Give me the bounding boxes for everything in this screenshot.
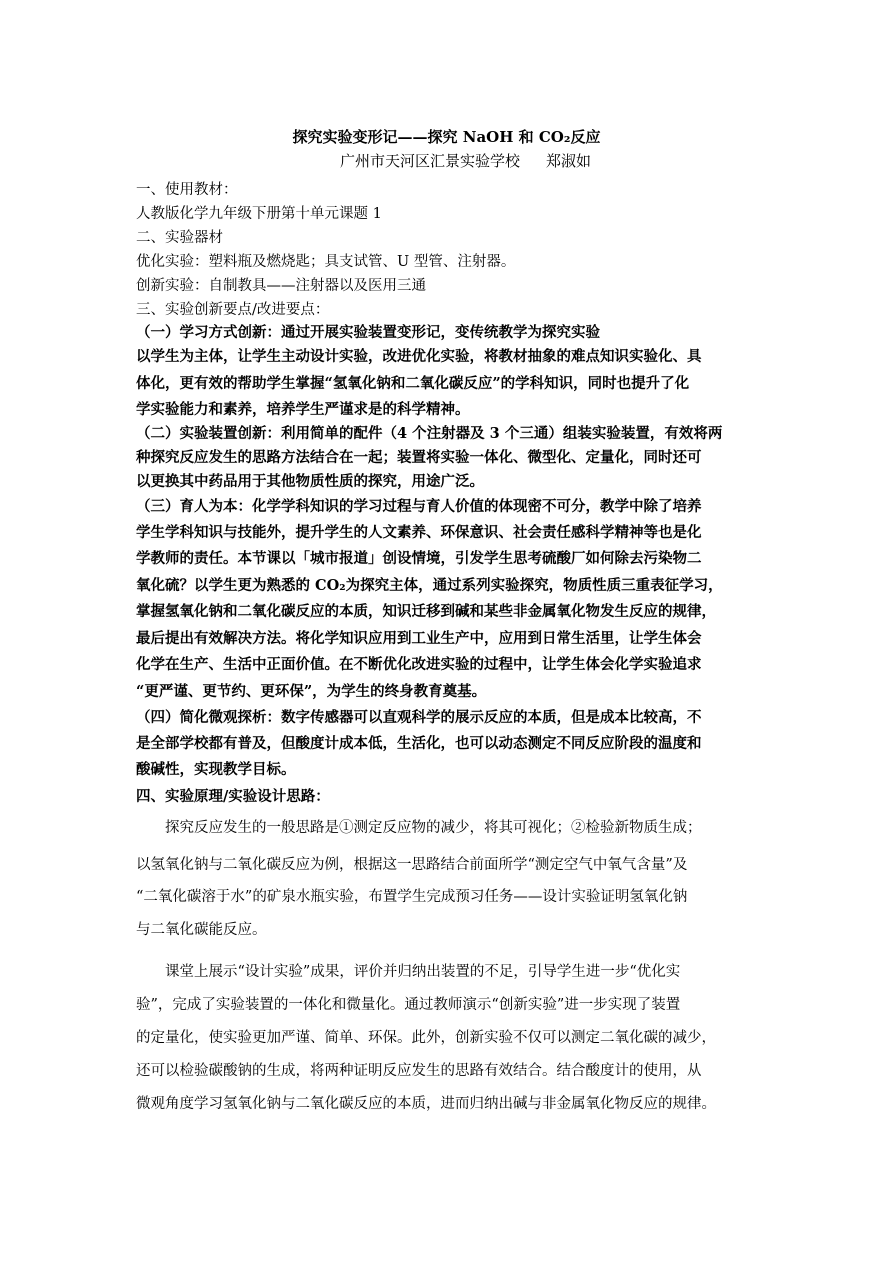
paragraph-line: （三）育人为本：化学学科知识的学习过程与育人价值的体现密不可分，教学中除了培养 [136,498,702,515]
paragraph-line: 优化实验：塑料瓶及燃烧匙；具支试管、U 型管、注射器。 [136,254,516,270]
author-name: 郑淑如 [546,152,592,170]
paragraph-line: 种探究反应发生的思路方法结合在一起；装置将实验一体化、微型化、定量化，同时还可 [136,449,702,466]
paragraph-line: （一）学习方式创新：通过开展实验装置变形记，变传统教学为探究实验 [136,324,600,341]
document-title: 探究实验变形记——探究 NaOH 和 CO₂反应 [292,128,601,146]
paragraph-line: 以更换其中药品用于其他物质性质的探究，用途广泛。 [136,473,484,490]
section-heading-innovation: 三、实验创新要点/改进要点： [136,302,330,318]
paragraph-line: 氧化硫？以学生更为熟悉的 CO₂为探究主体，通过系列实验探究，物质性质三重表征学习， [136,577,723,594]
paragraph-line: 学生学科知识与技能外，提升学生的人文素养、环保意识、社会责任感科学精神等也是化 [136,524,702,541]
paragraph-line: 体化，更有效的帮助学生掌握“氢氧化钠和二氧化碳反应”的学科知识，同时也提升了化 [136,375,690,392]
paragraph-line: 化学在生产、生活中正面价值。在不断优化改进实验的过程中，让学生体会化学实验追求 [136,656,702,673]
paragraph-line: 是全部学校都有普及，但酸度计成本低，生活化，也可以动态测定不同反应阶段的温度和 [136,735,702,752]
school-name: 广州市天河区汇景实验学校 [340,152,521,170]
section-heading-equipment: 二、实验器材 [136,230,223,246]
paragraph-line: 以学生为主体，让学生主动设计实验，改进优化实验，将教材抽象的难点知识实验化、具 [136,348,702,365]
paragraph-line: 的定量化，使实验更加严谨、简单、环保。此外，创新实验不仅可以测定二氧化碳的减少， [136,1030,716,1046]
paragraph-line: “二氧化碳溶于水”的矿泉水瓶实验，布置学生完成预习任务——设计实验证明氢氧化钠 [136,889,688,905]
section-heading-principle: 四、实验原理/实验设计思路： [136,788,330,805]
paragraph-line: 学实验能力和素养，培养学生严谨求是的科学精神。 [136,401,470,418]
paragraph-line: 最后提出有效解决方法。将化学知识应用到工业生产中，应用到日常生活里，让学生体会 [136,630,702,647]
paragraph-line: 微观角度学习氢氧化钠与二氧化碳反应的本质，进而归纳出碱与非金属氧化物反应的规律。 [136,1096,716,1112]
paragraph-line: （四）简化微观探析：数字传感器可以直观科学的展示反应的本质，但是成本比较高，不 [136,709,702,726]
paragraph-line: 掌握氢氧化钠和二氧化碳反应的本质，知识迁移到碱和某些非金属氧化物发生反应的规律， [136,603,716,620]
paragraph-line: 与二氧化碳能反应。 [136,922,267,938]
paragraph-line: “更严谨、更节约、更环保”，为学生的终身教育奠基。 [136,683,487,700]
paragraph-line: 验”，完成了实验装置的一体化和微量化。通过教师演示“创新实验”进一步实现了装置 [136,997,681,1013]
paragraph-line: 学教师的责任。本节课以「城市报道」创设情境，引发学生思考硫酸厂如何除去污染物二 [136,550,702,567]
paragraph-line: 还可以检验碳酸钠的生成，将两种证明反应发生的思路有效结合。结合酸度计的使用，从 [136,1063,702,1079]
paragraph-line: 以氢氧化钠与二氧化碳反应为例，根据这一思路结合前面所学“测定空气中氧气含量”及 [136,857,688,873]
section-heading-materials: 一、使用教材： [136,182,238,198]
paragraph-line: （二）实验装置创新：利用简单的配件（4 个注射器及 3 个三通）组装实验装置，有效将两 [136,425,723,442]
paragraph-line: 探究反应发生的一般思路是①测定反应物的减少，将其可视化；②检验新物质生成； [165,820,702,836]
author-line [340,150,591,171]
paragraph-line: 创新实验：自制教具——注射器以及医用三通 [136,278,426,294]
paragraph-line: 人教版化学九年级下册第十单元课题 1 [136,206,382,222]
paragraph-line: 酸碱性，实现教学目标。 [136,761,296,778]
paragraph-line: 课堂上展示“设计实验”成果，评价并归纳出装置的不足，引导学生进一步“优化实 [165,964,681,980]
